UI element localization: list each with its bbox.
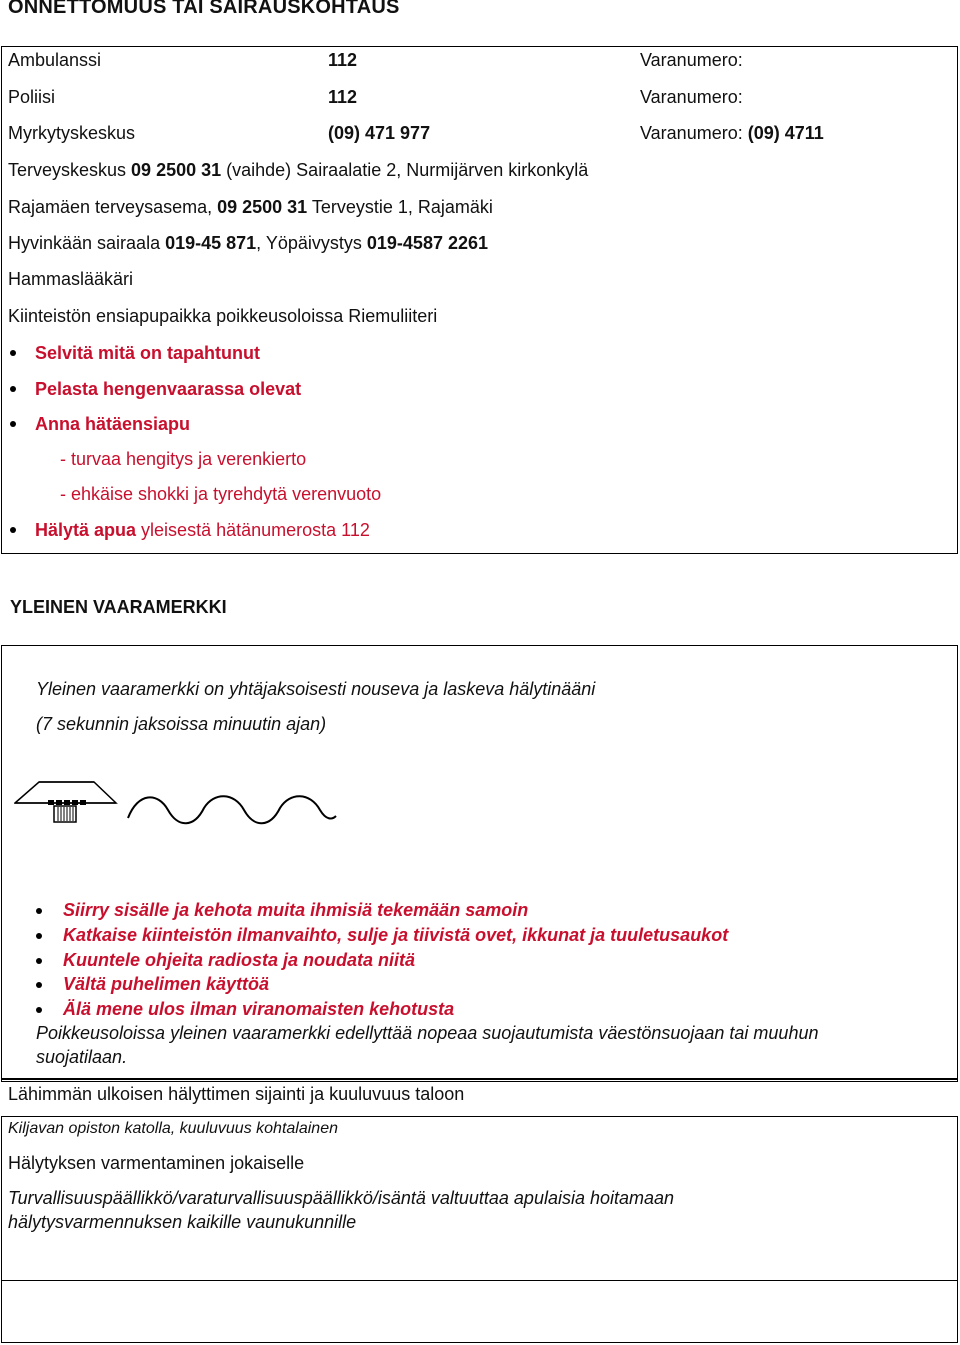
step-first-aid-breathing: - turvaa hengitys ja verenkierto <box>60 449 307 469</box>
bullet-icon <box>36 958 42 964</box>
contact-label: Myrkytyskeskus <box>8 123 136 143</box>
health-center-line: Terveyskeskus 09 2500 31 (vaihde) Sairaalatie 2, Nurmijärven kirkonkylä <box>8 160 589 180</box>
divider <box>1 1078 958 1080</box>
verification-text-cont: hälytysvarmennuksen kaikille vaunukunnille <box>8 1212 357 1232</box>
step-assess: Selvitä mitä on tapahtunut <box>35 343 261 363</box>
rising-falling-wave-icon <box>124 790 339 830</box>
rajamaki-line: Rajamäen terveysasema, 09 2500 31 Terveystie 1, Rajamäki <box>8 197 493 217</box>
dentist-line: Hammaslääkäri <box>8 269 134 289</box>
contact-alt-label: Varanumero: <box>640 87 743 107</box>
contact-alt-label: Varanumero: <box>640 50 743 70</box>
contact-row-ambulance <box>8 49 743 71</box>
contact-alt: Varanumero: (09) 4711 <box>640 123 824 143</box>
warning-duration: (7 sekunnin jaksoissa minuutin ajan) <box>36 714 327 734</box>
empty-box <box>1 1280 958 1343</box>
contact-label: Poliisi <box>8 87 56 107</box>
bullet-icon <box>10 350 16 356</box>
bullet-icon <box>10 421 16 427</box>
contact-number: 112 <box>328 87 358 107</box>
page-title: ONNETTOMUUS TAI SAIRAUSKOHTAUS <box>8 0 400 18</box>
step-call-help: Hälytä apua yleisestä hätänumerosta 112 <box>35 520 370 540</box>
contact-row-police <box>8 86 743 108</box>
siren-location-heading: Lähimmän ulkoisen hälyttimen sijainti ja kuuluvuus taloon <box>8 1084 465 1104</box>
step-first-aid-shock: - ehkäise shokki ja tyrehdytä verenvuoto <box>60 484 382 504</box>
bullet-icon <box>36 982 42 988</box>
step-first-aid: Anna hätäensiapu <box>35 414 191 434</box>
bullet-icon <box>36 1007 42 1013</box>
contact-number: (09) 471 977 <box>328 123 431 143</box>
bullet-icon <box>10 527 16 533</box>
warning-heading: YLEINEN VAARAMERKKI <box>10 597 227 617</box>
verification-text: Turvallisuuspäällikkö/varaturvallisuuspäällikkö/isäntä valtuuttaa apulaisia hoitamaan <box>8 1188 675 1208</box>
instruction-item: Katkaise kiinteistön ilmanvaihto, sulje ja tiivistä ovet, ikkunat ja tuuletusaukot <box>63 925 729 945</box>
siren-speaker-icon <box>14 776 119 824</box>
bullet-icon <box>10 386 16 392</box>
instruction-item: Vältä puhelimen käyttöä <box>63 974 270 994</box>
verification-heading: Hälytyksen varmentaminen jokaiselle <box>8 1153 305 1173</box>
contact-number: 112 <box>328 50 358 70</box>
warning-note-cont: suojatilaan. <box>36 1047 128 1067</box>
first-aid-location-line: Kiinteistön ensiapupaikka poikkeusoloissa Riemuliiteri <box>8 306 438 326</box>
instruction-item: Siirry sisälle ja kehota muita ihmisiä tekemään samoin <box>63 900 529 920</box>
bullet-icon <box>36 933 42 939</box>
contact-label: Ambulanssi <box>8 50 102 70</box>
contact-row-poison <box>8 122 824 144</box>
step-rescue: Pelasta hengenvaarassa olevat <box>35 379 302 399</box>
warning-description: Yleinen vaaramerkki on yhtäjaksoisesti nouseva ja laskeva hälytinääni <box>36 679 596 699</box>
instruction-item: Kuuntele ohjeita radiosta ja noudata niitä <box>63 950 416 970</box>
bullet-icon <box>36 908 42 914</box>
warning-note: Poikkeusoloissa yleinen vaaramerkki edellyttää nopeaa suojautumista väestönsuojaan tai muuhun <box>36 1023 819 1043</box>
siren-location-value: Kiljavan opiston katolla, kuuluvuus kohtalainen <box>8 1120 338 1137</box>
hyvinkaa-line: Hyvinkään sairaala 019-45 871, Yöpäivystys 019-4587 2261 <box>8 233 489 253</box>
instruction-item: Älä mene ulos ilman viranomaisten kehotusta <box>63 999 455 1019</box>
